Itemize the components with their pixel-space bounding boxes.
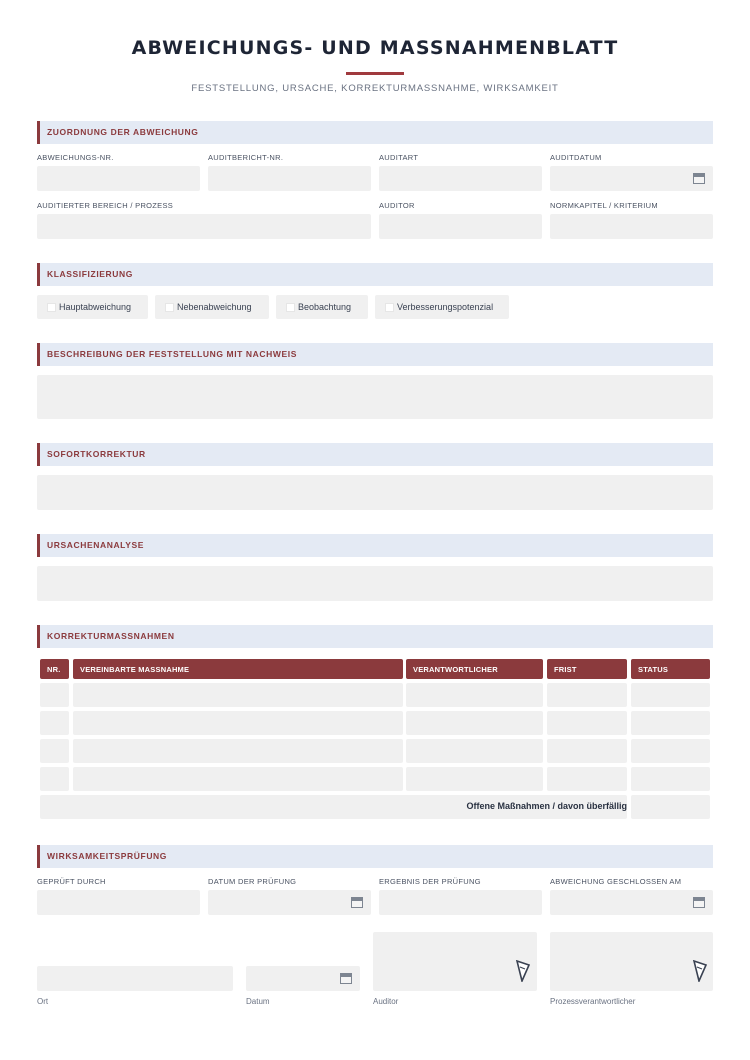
auditdatum-input[interactable] [550,166,713,191]
section-header-sofortkorrektur [37,443,713,466]
checkbox-label: Beobachtung [298,302,352,312]
checkbox-square[interactable] [47,303,56,312]
pen-icon [693,960,707,982]
cell-frist[interactable] [547,767,627,791]
field-label-abweichungs-nr: ABWEICHUNGS-NR. [37,153,114,162]
cell-massnahme[interactable] [73,683,403,707]
checkbox-hauptabweichung[interactable] [37,295,148,319]
cell-status[interactable] [631,739,710,763]
column-header-massnahme [73,659,403,679]
section-title: BESCHREIBUNG DER FESTSTELLUNG MIT NACHWEIS [47,349,297,359]
ursachenanalyse-textarea[interactable] [37,566,713,601]
calendar-icon[interactable] [693,897,705,908]
pen-icon [516,960,530,982]
calendar-icon[interactable] [340,973,352,984]
field-label-datum-pruefung: DATUM DER PRÜFUNG [208,877,297,886]
section-title: SOFORTKORREKTUR [47,449,146,459]
section-header-beschreibung [37,343,713,366]
column-header-label: STATUS [638,665,669,674]
field-label-auditor: AUDITOR [379,201,415,210]
field-label-auditbericht-nr: AUDITBERICHT-NR. [208,153,284,162]
cell-verantwortlicher[interactable] [406,711,543,735]
checkbox-label: Nebenabweichung [177,302,252,312]
signature-label-auditor: Auditor [373,997,399,1006]
field-label-normkapitel: NORMKAPITEL / KRITERIUM [550,201,658,210]
checkbox-beobachtung[interactable] [276,295,368,319]
section-header-korrekturmassnahmen [37,625,713,648]
field-label-auditart: AUDITART [379,153,419,162]
column-header-verantwortlicher [406,659,543,679]
page-title: ABWEICHUNGS- UND MASSNAHMENBLATT [131,37,619,59]
cell-verantwortlicher[interactable] [406,739,543,763]
field-label-geprueft-durch: GEPRÜFT DURCH [37,877,106,886]
cell-frist[interactable] [547,739,627,763]
cell-massnahme[interactable] [73,739,403,763]
cell-frist[interactable] [547,711,627,735]
checkbox-label: Hauptabweichung [59,302,132,312]
page-subtitle: FESTSTELLUNG, URSACHE, KORREKTURMASSNAHME, WIRKSAMKEIT [191,83,559,94]
cell-frist[interactable] [547,683,627,707]
field-label-bereich: AUDITIERTER BEREICH / PROZESS [37,201,174,210]
section-title: URSACHENANALYSE [47,540,145,550]
section-header-zuordnung [37,121,713,144]
cell-status[interactable] [631,711,710,735]
field-label-geschlossen-am: ABWEICHUNG GESCHLOSSEN AM [550,877,682,886]
ort-input[interactable] [37,966,233,991]
sofortkorrektur-textarea[interactable] [37,475,713,510]
auditor-input[interactable] [379,214,542,239]
auditart-input[interactable] [379,166,542,191]
ergebnis-input[interactable] [379,890,542,915]
field-label-auditdatum: AUDITDATUM [550,153,602,162]
bereich-input[interactable] [37,214,371,239]
cell-nr[interactable] [40,767,69,791]
geprueft-durch-input[interactable] [37,890,200,915]
auditbericht-nr-input[interactable] [208,166,371,191]
column-header-nr [40,659,69,679]
datum-input[interactable] [246,966,360,991]
signature-prozessverantwortlicher[interactable] [550,932,713,991]
column-header-label: VERANTWORTLICHER [413,665,498,674]
cell-nr[interactable] [40,683,69,707]
section-title: KLASSIFIZIERUNG [47,269,133,279]
title-underline [346,72,404,75]
column-header-label: FRIST [554,665,577,674]
section-header-wirksamkeit [37,845,713,868]
abweichungs-nr-input[interactable] [37,166,200,191]
section-title: ZUORDNUNG DER ABWEICHUNG [47,127,199,137]
column-header-frist [547,659,627,679]
checkbox-verbesserungspotenzial[interactable] [375,295,509,319]
checkbox-nebenabweichung[interactable] [155,295,269,319]
signature-auditor[interactable] [373,932,537,991]
cell-verantwortlicher[interactable] [406,683,543,707]
cell-massnahme[interactable] [73,767,403,791]
cell-status[interactable] [631,767,710,791]
datum-pruefung-input[interactable] [208,890,371,915]
normkapitel-input[interactable] [550,214,713,239]
column-header-label: NR. [47,665,61,674]
cell-nr[interactable] [40,711,69,735]
section-title: KORREKTURMASSNAHMEN [47,631,175,641]
cell-massnahme[interactable] [73,711,403,735]
cell-verantwortlicher[interactable] [406,767,543,791]
section-title: WIRKSAMKEITSPRÜFUNG [47,851,168,861]
checkbox-label: Verbesserungspotenzial [397,302,494,312]
section-header-ursachenanalyse [37,534,713,557]
geschlossen-am-input[interactable] [550,890,713,915]
calendar-icon[interactable] [693,173,705,184]
summary-label: Offene Maßnahmen / davon überfällig [466,801,627,811]
column-header-label: VEREINBARTE MASSNAHME [80,665,190,674]
checkbox-square[interactable] [385,303,394,312]
checkbox-square[interactable] [165,303,174,312]
signature-label-ort: Ort [37,997,49,1006]
cell-nr[interactable] [40,739,69,763]
checkbox-square[interactable] [286,303,295,312]
column-header-status [631,659,710,679]
signature-label-datum: Datum [246,997,270,1006]
field-label-ergebnis: ERGEBNIS DER PRÜFUNG [379,877,481,886]
beschreibung-textarea[interactable] [37,375,713,419]
summary-count-input[interactable] [631,795,710,819]
section-header-klassifizierung [37,263,713,286]
signature-label-prozessverantwortlicher: Prozessverantwortlicher [550,997,636,1006]
cell-status[interactable] [631,683,710,707]
calendar-icon[interactable] [351,897,363,908]
